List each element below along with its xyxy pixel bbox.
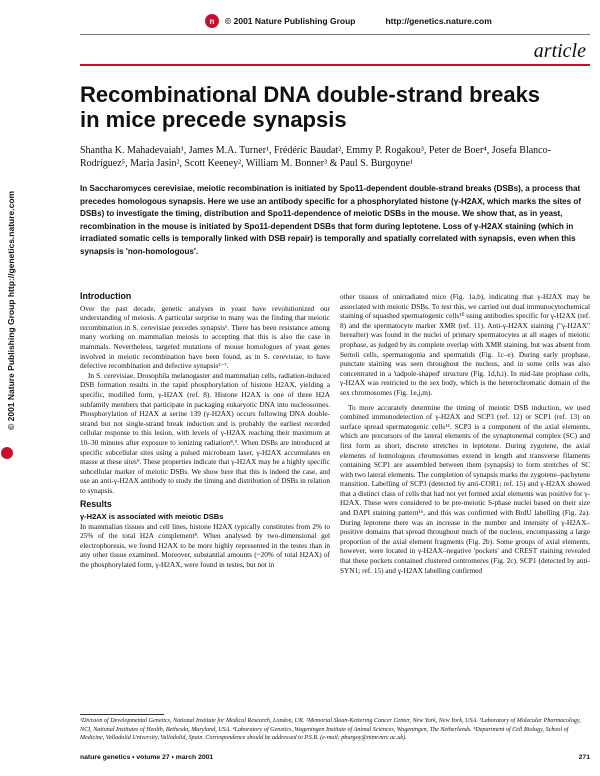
article-title: Recombinational DNA double-strand breaks in mice precede synapsis [80,82,541,132]
intro-paragraph-2: In S. cerevisiae, Drosophila melanogaster and mammalian cells, radiation-induced DSB formation results in the rapid phosphorylation of histone H2AX, yielding a specific, modified form, γ-H2AX (ref. 8). Histone H2AX is one of three H2A subfamily members that participate in packaging eukaryotic DNA into nucleosomes. Phosphorylation of H2AX at serine 139 (γ-H2AX) occurs following DNA double-strand but not single-strand break induction and is probably the earliest recorded cellular response to this lesion, with levels of γ-H2AX reaching their maximum at 10–30 minutes after exposure to ionizing radiation⁸,⁹. When DSBs are introduced at specific subcellular sites using a pulsed microbeam laser, γ-H2AX accumulates en masse at these sites⁹. These properties indicate that γ-H2AX may be a highly specific subcellular marker of meiotic DSBs. We show here that this is indeed the case, and use an anti-γ-H2AX antibody to study the timing and distribution of DSBs in relation to synapsis. [80,370,330,495]
page-number: 271 [578,754,590,761]
top-header [205,14,590,28]
results-subheading: γ-H2AX is associated with meiotic DSBs [80,512,224,522]
affiliations-footnote: ¹Division of Developmental Genetics, National Institute for Medical Research, London, UK. ²Memorial Sloan-Kettering Cancer Center, New York, New York, USA. ³Laboratory of Molecular Pharmacology, NCI, National Institutes of Health, Bethesda, Maryland, USA. ⁴Laboratory of Genetics, Wageningen Institute of Animal Sciences, Wageningen, The Netherlands. ⁵Department of Cell Biology, School of Medicine, Valladolid University, Valladolid, Spain. Correspondence should be addressed to P.S.B. (e-mail: pburgoy@nimr.mrc.ac.uk). [80,718,581,742]
intro-heading: Introduction [80,291,132,301]
author-list: Shantha K. Mahadevaiah¹, James M.A. Turner¹, Frédéric Baudat², Emmy P. Rogakou³, Peter de Boer⁴, Josefa Blanco-Rodríguez⁵, Maria Jasin², Scott Keeney², William M. Bonner³ & Paul S. Burgoyne¹ [80,145,551,169]
intro-paragraph-1: Over the past decade, genetic analyses in yeast have revolutionized our understanding of meiosis. A particular surprise to many was the finding that meiotic recombination in S. cerevisiae precedes synapsis¹. There has been resistance among many working on mammalian meiosis to accepting that this is also the case in mammals. Nevertheless, targeted mutations of mouse homologues of yeast genes involved in meiotic recombination have been found, as in S. cerevisiae, to have defective recombination and defective synapsis²⁻⁷. [80,303,330,371]
results-heading: Results [80,499,112,510]
column-left [80,292,330,570]
journal-url[interactable]: http://genetics.nature.com [385,16,492,26]
top-rule [80,34,590,35]
journal-issue: nature genetics • volume 27 • march 2001 [80,754,214,761]
copyright-text: © 2001 Nature Publishing Group [225,16,356,26]
side-npg-logo-icon [1,447,13,459]
npg-logo-icon: n [205,14,219,28]
side-copyright-text: © 2001 Nature Publishing Group http://genetics.nature.com [6,190,16,430]
column-right [340,292,590,575]
section-label: article [533,40,586,62]
red-rule [80,64,590,66]
right-paragraph-1: other tissues of unirradiated mice (Fig. 1a,b), indicating that γ-H2AX may be associated with meiotic DSBs. To test this, we carried out dual immunocytochemical staining of squashed spermatogenic cells¹⁰ using antibodies specific for γ-H2AX (ref. 8) and the spermatocyte marker XMR (ref. 11). Anti-γ-H2AX staining ("γ-H2AX" hereafter) was found in the nuclei of primary spermatocytes at all stages of meiotic prophase, as judged by its complete overlap with XMR staining, but was absent from Sertoli cells, spermatogonia and spermatids (Fig. 1c–e). During early prophase, punctate staining was seen throughout the nucleus, and in some cells was also concentrated in a 'tadpole-shaped' structure (Fig. 1d,h,i). In mid-late prophase cells, γ-H2AX was restricted to the sex body, which is the heterochromatic domain of the sex chromosomes (Fig. 1e,j,m). [340,292,590,397]
right-paragraph-2: To more accurately determine the timing of meiotic DSB induction, we used combined immunodetection of γ-H2AX and SCP3 (ref. 12) or SCP1 (ref. 13) on surface spread spermatogenic cells¹⁴. SCP3 is a component of the axial elements, which are precursors of the lateral elements of the synaptonemal complex (SC) and first form as short, discrete stretches in leptotene. During zygotene, the axial elements of homologous chromosomes extend in length and transverse filaments containing SCP1 are assembled between them (synapsis) to form stretches of SC with two lateral elements. The completion of synapsis marks the zygotene–pachytene transition. Labelling of SCP3 (detected by anti-COR1; ref. 15) and γ-H2AX showed that a distinct class of cells that had not yet formed axial elements was positive for γ-H2AX. These were considered to be pre-meiotic S-phase nuclei based on their size and DAPI staining pattern¹⁶, and this was confirmed with BrdU labelling (Fig. 2a). During leptotene there was an increase in the number and intensity of γ-H2AX–positive domains that spread throughout much of the nucleus, encompassing a large proportion of the axial element fragments (Fig. 2b). Some groups of axial elements, however, were located in γ-H2AX–negative 'pockets' and CREST staining revealed that these pockets contained clustered centromeres (Fig. 2c). SCP1 (detected by anti-SYN1; ref. 15) and γ-H2AX labelling confirmed [340,402,590,575]
footnote-rule [80,714,164,715]
page-footer [80,754,590,761]
results-paragraph-1: In mammalian tissues and cell lines, histone H2AX typically constitutes from 2% to 25% of the total H2A complement⁸. When analysed by two-dimensional gel electrophoresis, we found H2AX to be more highly represented in the testes than in any other tissue examined. Moreover, substantial amounts (~20% of total H2AX) of the phosphorylated form, γ-H2AX, were found in testes, but not in [80,521,330,570]
abstract: In Saccharomyces cerevisiae, meiotic recombination is initiated by Spo11-dependent double-strand breaks (DSBs), a process that precedes homologous synapsis. Here we use an antibody specific for a phosphorylated histone (γ-H2AX, which marks the sites of DSBs) to investigate the timing, distribution and Spo11-dependence of meiotic DSBs in the mouse. We show that, as in yeast, recombination in the mouse is initiated by Spo11-dependent DSBs that form during leptotene. Loss of γ-H2AX staining (which in irradiated somatic cells is temporally linked with DSB repair) is temporally and spatially correlated with synapsis, even when this synapsis is 'non-homologous'. [80,184,582,256]
